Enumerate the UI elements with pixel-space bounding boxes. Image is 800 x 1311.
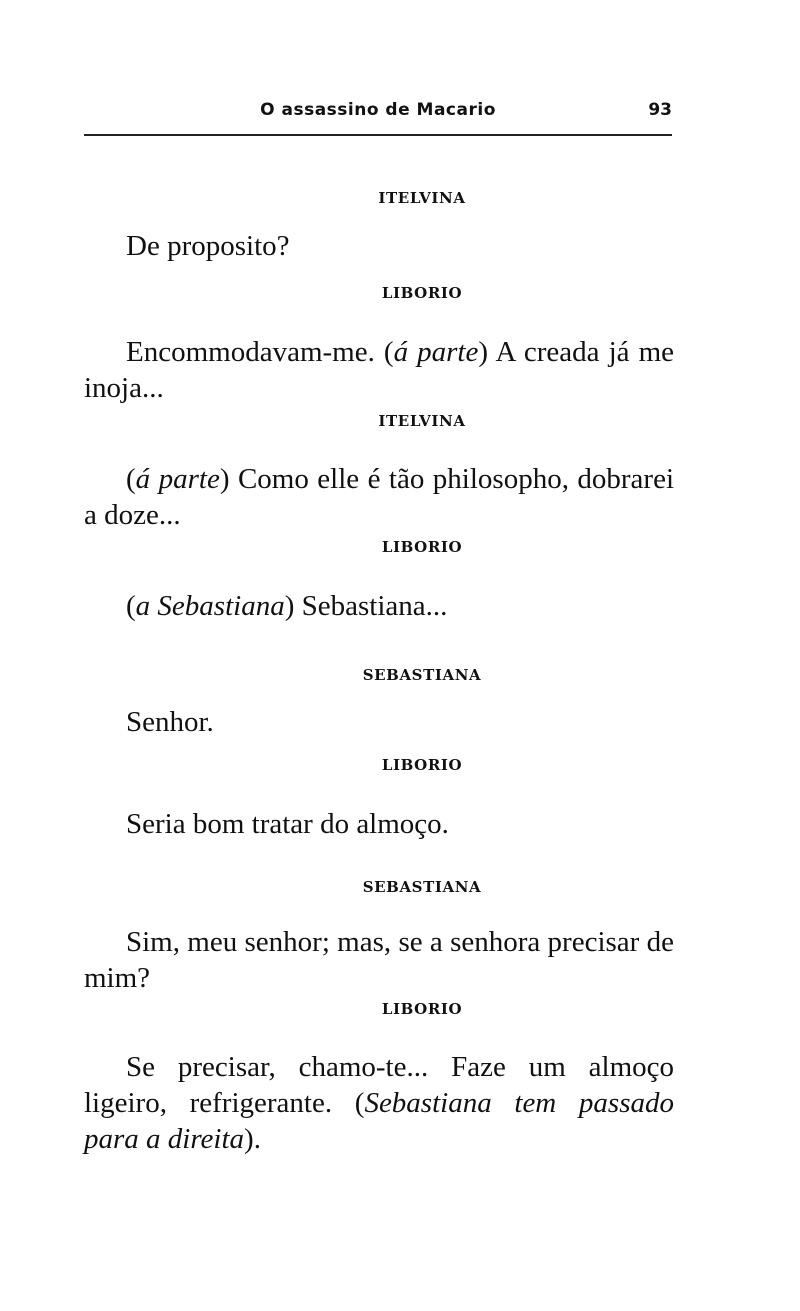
stage-direction: a Sebastiana	[135, 590, 285, 622]
speech-text: ) A creada já me inoja...	[84, 336, 674, 404]
running-head	[84, 100, 672, 130]
speaker-name: LIBORIO	[381, 1000, 463, 1018]
speaker-name: SEBASTIANA	[362, 878, 482, 896]
speech-text: ) Como elle é tão philosopho, dobrarei a doze...	[84, 463, 675, 531]
speaker-name: LIBORIO	[381, 284, 463, 302]
speech	[84, 806, 674, 842]
speech-text: Encommodavam-me. (	[126, 336, 394, 368]
speech-text: De proposito?	[126, 230, 290, 262]
speech-text: (	[126, 463, 136, 495]
speech-text: (	[126, 590, 136, 622]
speech	[84, 334, 674, 406]
speaker-name: LIBORIO	[381, 538, 463, 556]
speech-text: Seria bom tratar do almoço.	[126, 808, 449, 840]
page-number: 93	[648, 100, 672, 120]
header-rule	[84, 134, 672, 136]
speech	[84, 228, 674, 264]
speech-text: ).	[244, 1123, 261, 1155]
speech-text: Se precisar, chamo-te... Faze um almoço ligeiro, refrigerante. (	[84, 1051, 674, 1119]
speech-text: ) Sebastiana...	[284, 590, 448, 622]
speaker-name: SEBASTIANA	[362, 666, 482, 684]
stage-direction: Sebastiana tem passado para a direita	[84, 1087, 674, 1155]
stage-direction: á parte	[393, 336, 479, 368]
speech	[84, 588, 674, 624]
speaker-name: ITELVINA	[378, 412, 466, 430]
running-title: O assassino de Macario	[260, 100, 496, 120]
speaker-name: LIBORIO	[381, 756, 463, 774]
speaker-name: ITELVINA	[378, 189, 466, 207]
speech	[84, 924, 674, 996]
speech-text: Sim, meu senhor; mas, se a senhora precisar de mim?	[84, 926, 674, 994]
speech	[84, 461, 674, 533]
speech	[84, 704, 674, 740]
stage-direction: á parte	[135, 463, 220, 495]
speech-text: Senhor.	[126, 706, 214, 738]
speech	[84, 1049, 674, 1157]
